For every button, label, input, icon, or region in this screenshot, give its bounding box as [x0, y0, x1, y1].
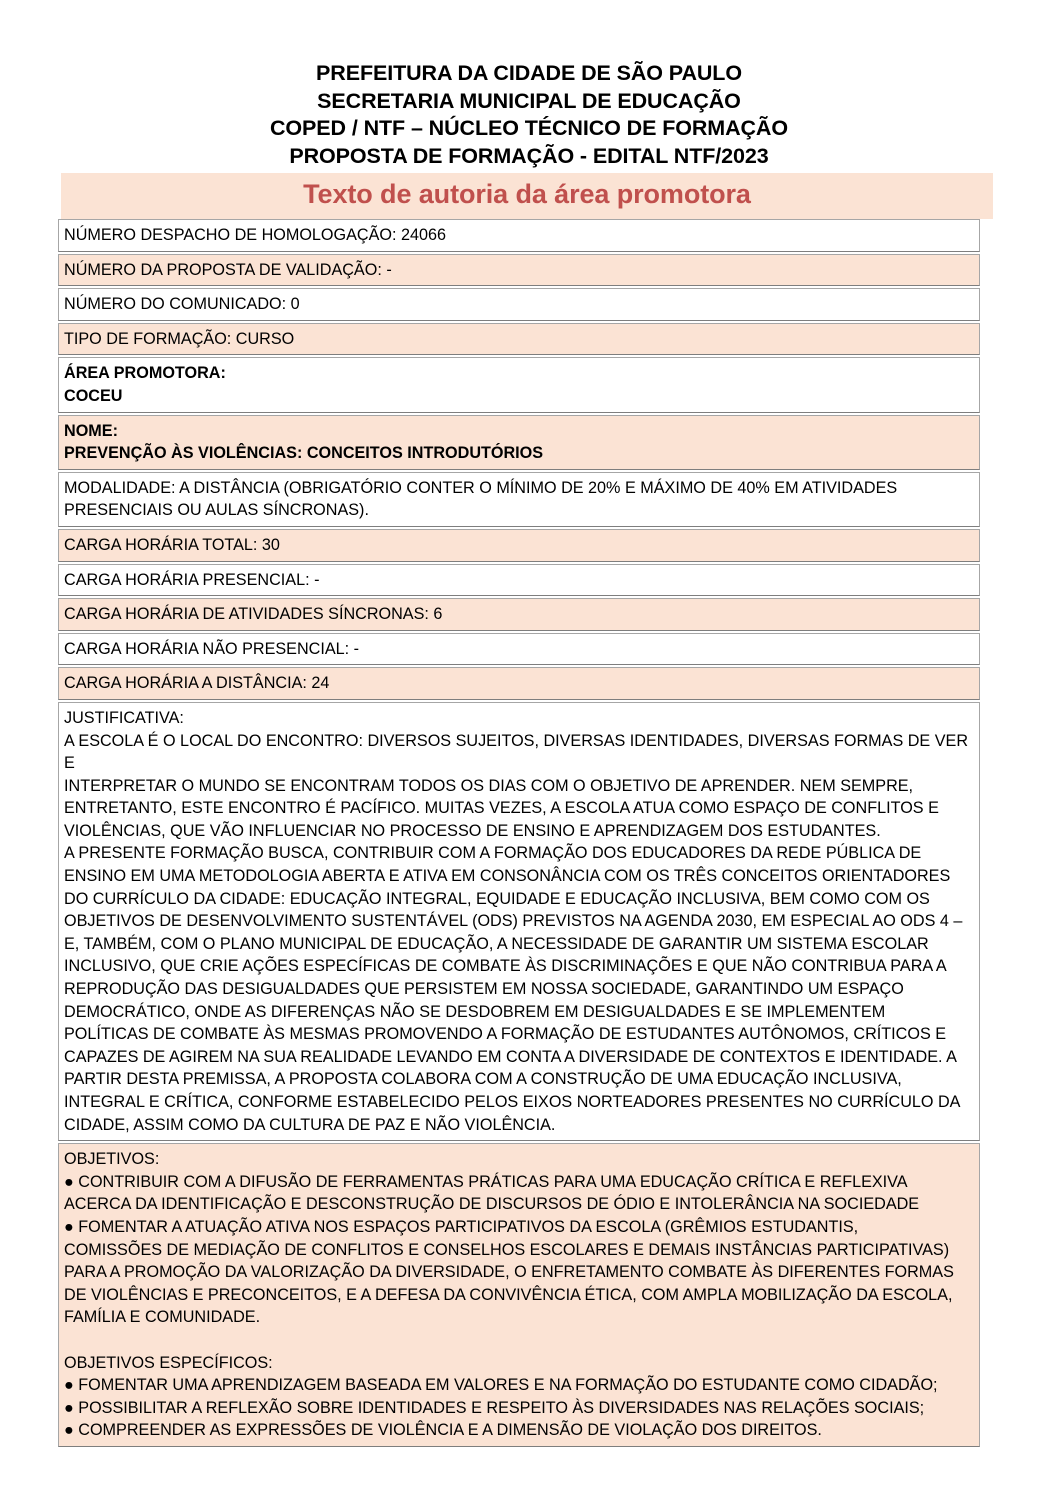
justificativa-line: INCLUSIVO, QUE CRIE AÇÕES ESPECÍFICAS DE COMBATE ÀS DISCRIMINAÇÕES E QUE NÃO CONTRIBUA PARA A — [64, 957, 947, 976]
objetivos-especificos-line: ● POSSIBILITAR A REFLEXÃO SOBRE IDENTIDADES E RESPEITO ÀS DIVERSIDADES NAS RELAÇÕES SOCIAIS; — [64, 1398, 925, 1417]
field-nome-label: NOME: — [64, 421, 118, 440]
justificativa-line: VIOLÊNCIAS, QUE VÃO INFLUENCIAR NO PROCESSO DE ENSINO E APRENDIZAGEM DOS ESTUDANTES. — [64, 821, 881, 840]
field-objetivos — [58, 1143, 980, 1447]
field-carga-presencial-text: CARGA HORÁRIA PRESENCIAL: - — [64, 570, 320, 589]
field-carga-total — [58, 529, 980, 562]
justificativa-line: A ESCOLA É O LOCAL DO ENCONTRO: DIVERSOS SUJEITOS, DIVERSAS IDENTIDADES, DIVERSAS FORMAS DE VER E — [64, 731, 969, 773]
objetivos-line: ● CONTRIBUIR COM A DIFUSÃO DE FERRAMENTAS PRÁTICAS PARA UMA EDUCAÇÃO CRÍTICA E REFLEXIVA — [64, 1172, 908, 1191]
field-area-promotora — [58, 357, 980, 412]
objetivos-line: COMISSÕES DE MEDIAÇÃO DE CONFLITOS E CONSELHOS ESCOLARES E DEMAIS INSTÂNCIAS PARTICIPATIVAS) — [64, 1240, 950, 1259]
justificativa-line: ENSINO EM UMA METODOLOGIA ABERTA E ATIVA EM CONSONÂNCIA COM OS TRÊS CONCEITOS ORIENTADORES — [64, 867, 951, 886]
field-tipo-formacao — [58, 323, 980, 356]
header-line-coped: COPED / NTF – NÚCLEO TÉCNICO DE FORMAÇÃO — [270, 116, 788, 140]
header-line-prefeitura: PREFEITURA DA CIDADE DE SÃO PAULO — [316, 61, 742, 85]
justificativa-line: A PRESENTE FORMAÇÃO BUSCA, CONTRIBUIR COM A FORMAÇÃO DOS EDUCADORES DA REDE PÚBLICA DE — [64, 844, 922, 863]
objetivos-especificos-line: ● FOMENTAR UMA APRENDIZAGEM BASEADA EM VALORES E NA FORMAÇÃO DO ESTUDANTE COMO CIDADÃO; — [64, 1376, 938, 1395]
field-carga-nao-presencial — [58, 633, 980, 666]
objetivos-line: PARA A PROMOÇÃO DA VALORIZAÇÃO DA DIVERSIDADE, O ENFRETAMENTO COMBATE ÀS DIFERENTES FORMAS — [64, 1263, 954, 1282]
objetivos-line: DE VIOLÊNCIAS E PRECONCEITOS, E A DEFESA DA CONVIVÊNCIA ÉTICA, COM AMPLA MOBILIZAÇÃO DA ESCOLA, — [64, 1285, 953, 1304]
field-numero-despacho-text: NÚMERO DESPACHO DE HOMOLOGAÇÃO: 24066 — [64, 226, 446, 244]
objetivos-line: ● FOMENTAR A ATUAÇÃO ATIVA NOS ESPAÇOS PARTICIPATIVOS DA ESCOLA (GRÊMIOS ESTUDANTIS, — [64, 1217, 859, 1236]
field-carga-distancia-text: CARGA HORÁRIA A DISTÂNCIA: 24 — [64, 674, 330, 693]
proposal-form-table — [58, 219, 980, 1447]
field-tipo-formacao-text: TIPO DE FORMAÇÃO: CURSO — [64, 329, 295, 348]
field-numero-proposta-text: NÚMERO DA PROPOSTA DE VALIDAÇÃO: - — [64, 260, 392, 279]
objetivos-especificos-line: ● COMPREENDER AS EXPRESSÕES DE VIOLÊNCIA E A DIMENSÃO DE VIOLAÇÃO DOS DIREITOS. — [64, 1421, 822, 1440]
field-numero-despacho — [58, 219, 980, 252]
justificativa-line: INTEGRAL E CRÍTICA, CONFORME ESTABELECIDO PELOS EIXOS NORTEADORES PRESENTES NO CURRÍCULO DA — [64, 1093, 961, 1111]
document-header — [62, 60, 996, 170]
justificativa-line: CAPAZES DE AGIREM NA SUA REALIDADE LEVANDO EM CONTA A DIVERSIDADE DE CONTEXTOS E IDENTIDADE. A — [64, 1047, 957, 1066]
field-carga-distancia — [58, 667, 980, 700]
justificativa-line: REPRODUÇÃO DAS DESIGUALDADES QUE PERSISTEM EM NOSSA SOCIEDADE, GARANTINDO UM ESPAÇO — [64, 980, 904, 999]
field-carga-nao-presencial-text: CARGA HORÁRIA NÃO PRESENCIAL: - — [64, 639, 360, 658]
justificativa-line: ENTRETANTO, ESTE ENCONTRO É PACÍFICO. MUITAS VEZES, A ESCOLA ATUA COMO ESPAÇO DE CONFLITOS E — [64, 799, 939, 818]
field-area-promotora-value: COCEU — [64, 386, 123, 405]
field-justificativa — [58, 702, 980, 1141]
field-numero-comunicado-text: NÚMERO DO COMUNICADO: 0 — [64, 295, 300, 314]
objetivos-line: FAMÍLIA E COMUNIDADE. — [64, 1308, 261, 1327]
field-modalidade-line-2: PRESENCIAIS OU AULAS SÍNCRONAS). — [64, 501, 369, 520]
field-numero-proposta — [58, 254, 980, 287]
justificativa-line: CIDADE, ASSIM COMO DA CULTURA DE PAZ E NÃO VIOLÊNCIA. — [64, 1115, 556, 1134]
justificativa-line: E, TAMBÉM, COM O PLANO MUNICIPAL DE EDUCAÇÃO, A NECESSIDADE DE GARANTIR UM SISTEMA ESCOLAR — [64, 934, 929, 953]
justificativa-line: OBJETIVOS DE DESENVOLVIMENTO SUSTENTÁVEL (ODS) PREVISTOS NA AGENDA 2030, EM ESPECIAL AO ODS 4 – — [64, 912, 963, 931]
header-line-secretaria: SECRETARIA MUNICIPAL DE EDUCAÇÃO — [317, 88, 741, 113]
justificativa-line: INTERPRETAR O MUNDO SE ENCONTRAM TODOS OS DIAS COM O OBJETIVO DE APRENDER. NEM SEMPRE, — [64, 776, 914, 795]
field-area-promotora-label: ÁREA PROMOTORA: — [64, 364, 226, 383]
objetivos-line: ACERCA DA IDENTIFICAÇÃO E DESCONSTRUÇÃO DE DISCURSOS DE ÓDIO E INTOLERÂNCIA NA SOCIEDADE — [64, 1195, 920, 1214]
field-justificativa-label: JUSTIFICATIVA: — [64, 708, 184, 727]
field-objetivos-especificos-label: OBJETIVOS ESPECÍFICOS: — [64, 1353, 273, 1372]
field-nome-value: PREVENÇÃO ÀS VIOLÊNCIAS: CONCEITOS INTRODUTÓRIOS — [64, 444, 544, 463]
field-objetivos-label: OBJETIVOS: — [64, 1150, 160, 1169]
field-carga-presencial — [58, 564, 980, 597]
justificativa-line: PARTIR DESTA PREMISSA, A PROPOSTA COLABORA COM A CONSTRUÇÃO DE UMA EDUCAÇÃO INCLUSIVA, — [64, 1070, 902, 1089]
objetivos-spacer — [64, 1329, 974, 1352]
field-nome — [58, 415, 980, 470]
justificativa-line: DEMOCRÁTICO, ONDE AS DIFERENÇAS NÃO SE DESDOBREM EM DESIGUALDADES E SE IMPLEMENTEM — [64, 1002, 886, 1021]
header-line-proposta: PROPOSTA DE FORMAÇÃO - EDITAL NTF/2023 — [289, 143, 769, 168]
field-carga-sincronas-text: CARGA HORÁRIA DE ATIVIDADES SÍNCRONAS: 6 — [64, 605, 443, 624]
field-modalidade — [58, 472, 980, 527]
title-banner-text: Texto de autoria da área promotora — [303, 179, 751, 209]
field-carga-total-text: CARGA HORÁRIA TOTAL: 30 — [64, 535, 280, 554]
field-modalidade-line-1: MODALIDADE: A DISTÂNCIA (OBRIGATÓRIO CONTER O MÍNIMO DE 20% E MÁXIMO DE 40% EM ATIVIDADES — [64, 478, 898, 497]
field-numero-comunicado — [58, 288, 980, 321]
justificativa-line: POLÍTICAS DE COMBATE ÀS MESMAS PROMOVENDO A FORMAÇÃO DE ESTUDANTES AUTÔNOMOS, CRÍTICOS E — [64, 1025, 947, 1044]
field-carga-sincronas — [58, 598, 980, 631]
title-banner — [61, 173, 993, 219]
justificativa-line: DO CURRÍCULO DA CIDADE: EDUCAÇÃO INTEGRAL, EQUIDADE E EDUCAÇÃO INCLUSIVA, BEM COMO COM OS — [64, 889, 930, 908]
